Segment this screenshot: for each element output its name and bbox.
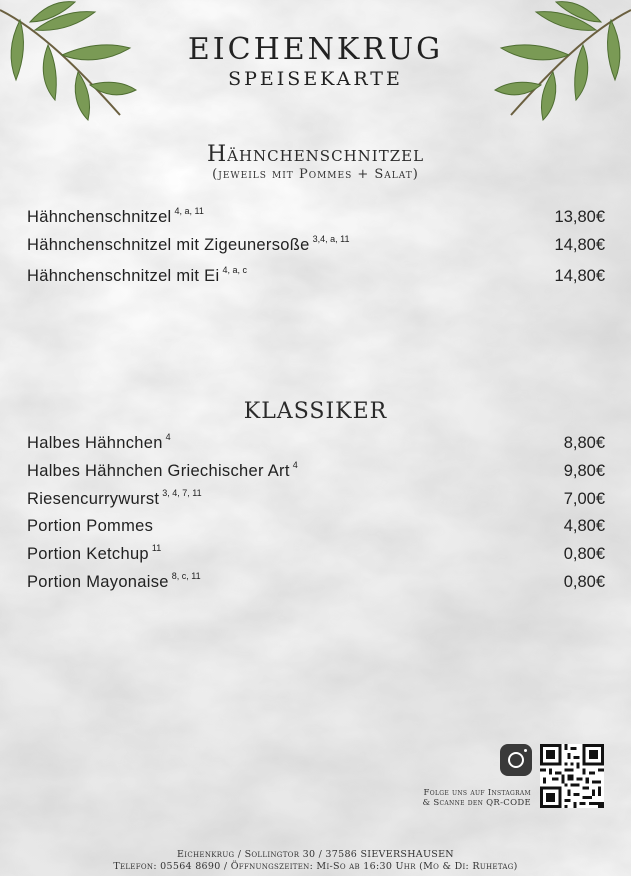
item-name: Hähnchenschnitzel mit Ei [27, 267, 220, 285]
menu-item [27, 517, 605, 541]
item-name: Portion Mayonaise [27, 573, 169, 591]
item-price: 9,80€ [563, 462, 605, 480]
item-price: 0,80€ [563, 573, 605, 591]
item-price: 7,00€ [563, 490, 605, 508]
item-allergens: 4 [292, 460, 298, 470]
item-price: 14,80€ [554, 267, 605, 285]
menu-item [27, 545, 605, 569]
social-caption [331, 788, 531, 808]
footer-address: Eichenkrug / Sollingtor 30 / 37586 SIEVERSHAUSEN [177, 849, 454, 860]
item-allergens: 4, a, 11 [174, 206, 204, 216]
item-name: Portion Ketchup [27, 545, 149, 563]
menu-item [27, 573, 605, 597]
social-caption-line2: & Scanne den QR-CODE [422, 798, 531, 808]
item-name: Hähnchenschnitzel mit Zigeunersoße [27, 236, 310, 254]
item-allergens: 11 [151, 543, 162, 553]
footer-contact: Telefon: 05564 8690 / Öffnungszeiten: Mi-So ab 16:30 Uhr (Mo & Di: Ruhetag) [113, 860, 518, 872]
item-allergens: 8, c, 11 [171, 571, 201, 581]
qr-code-icon[interactable] [540, 744, 604, 808]
item-price: 13,80€ [554, 208, 605, 226]
menu-item [27, 208, 605, 232]
item-price: 0,80€ [563, 545, 605, 563]
item-name: Halbes Hähnchen [27, 434, 163, 452]
menu-subtitle: SPEISEKARTE [228, 68, 403, 90]
section-title-schnitzel: Hähnchenschnitzel [206, 142, 425, 167]
menu-item [27, 267, 605, 291]
item-allergens: 3,4, a, 11 [312, 234, 350, 244]
item-price: 14,80€ [554, 236, 605, 254]
instagram-icon[interactable] [500, 744, 532, 776]
menu-item [27, 236, 605, 260]
menu-item [27, 490, 605, 514]
section-title-klassiker: KLASSIKER [243, 399, 388, 424]
item-allergens: 3, 4, 7, 11 [162, 488, 202, 498]
item-name: Portion Pommes [27, 517, 154, 535]
item-allergens: 4 [165, 432, 171, 442]
menu-header [0, 32, 631, 90]
social-caption-line1: Folge uns auf Instagram [423, 788, 531, 798]
item-name: Riesencurrywurst [27, 490, 160, 508]
menu-item [27, 434, 605, 458]
restaurant-name: EICHENKRUG [187, 32, 444, 67]
item-price: 8,80€ [563, 434, 605, 452]
item-price: 4,80€ [563, 517, 605, 535]
item-name: Halbes Hähnchen Griechischer Art [27, 462, 290, 480]
menu-item [27, 462, 605, 486]
section-subtitle-schnitzel: (jeweils mit Pommes + Salat) [212, 167, 419, 182]
item-name: Hähnchenschnitzel [27, 208, 172, 226]
footer [0, 849, 631, 872]
item-allergens: 4, a, c [222, 265, 247, 275]
